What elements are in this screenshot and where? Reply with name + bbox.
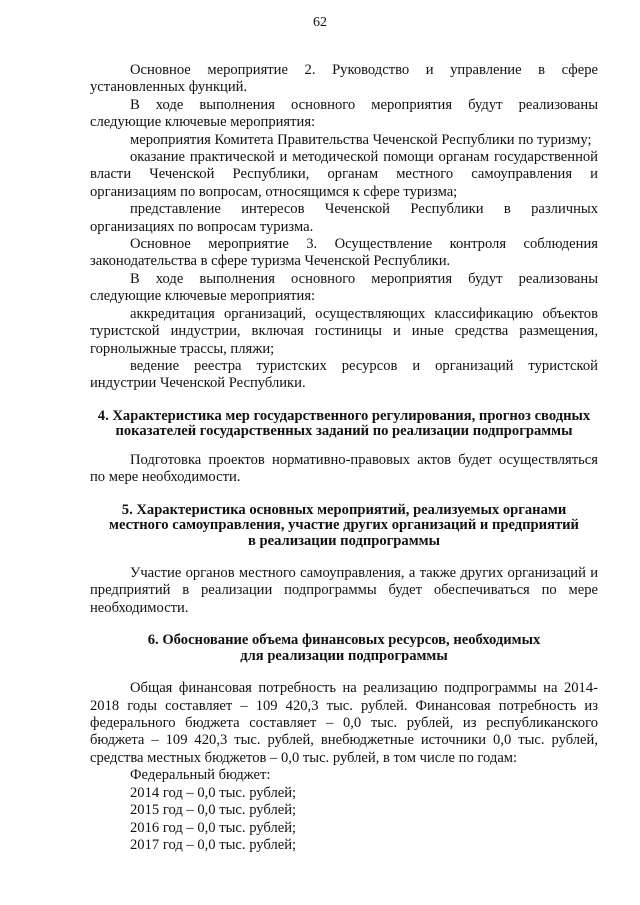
heading-line: в реализации подпрограммы [248,532,440,549]
section-5-text: Участие органов местного самоуправления, а также других организаций и предприятий в реализации подпрограммы будет обеспечиваться по мере необходимости. [90,565,598,616]
section-6-heading [90,633,598,664]
section-6-text: Общая финансовая потребность на реализацию подпрограммы на 2014-2018 годы составляет – 109 420,3 тыс. рублей. Финансовая потребность из федерального бюджета составляет – 0,0 тыс. рублей, из республиканского бюджета – 109 420,3 тыс. рублей, внебюджетные источники 0,0 тыс. рублей, средства местных бюджетов – 0,0 тыс. рублей, в том числе по годам: [90,680,598,766]
paragraph: ведение реестра туристских ресурсов и организаций туристской индустрии Чеченской Республики. [90,357,598,392]
heading-line: местного самоуправления, участие других организаций и предприятий [109,517,579,534]
section-4-heading [90,409,598,440]
year-line: 2014 год – 0,0 тыс. рублей; [130,784,297,801]
year-line: 2017 год – 0,0 тыс. рублей; [130,836,297,853]
paragraph: Основное мероприятие 2. Руководство и управление в сфере установленных функций. [90,62,598,96]
year-line: 2016 год – 0,0 тыс. рублей; [130,819,297,836]
section-5-heading [90,503,598,550]
paragraph: Основное мероприятие 3. Осуществление контроля соблюдения законодательства в сфере туризма Чеченской Республики. [90,236,598,270]
page-number: 62 [313,15,327,30]
paragraph: аккредитация организаций, осуществляющих классификацию объектов туристской индустрии, включая гостиницы и иные средства размещения, горнолыжные трассы, пляжи; [90,305,598,357]
heading-line: 5. Характеристика основных мероприятий, реализуемых органами [121,501,567,518]
paragraph: представление интересов Чеченской Республики в различных организациях по вопросам туризма. [90,201,598,235]
section-4-text: Подготовка проектов нормативно-правовых актов будет осуществляться по мере необходимости. [90,451,598,486]
paragraph: мероприятия Комитета Правительства Чеченской Республики по туризму; [130,131,592,148]
federal-budget-label: Федеральный бюджет: [130,767,271,784]
heading-line: показателей государственных заданий по реализации подпрограммы [115,423,573,440]
year-line: 2015 год – 0,0 тыс. рублей; [130,802,297,819]
heading-line: 6. Обоснование объема финансовых ресурсов, необходимых [147,632,541,649]
paragraph: В ходе выполнения основного мероприятия будут реализованы следующие ключевые мероприятия: [90,270,598,305]
paragraph: оказание практической и методической помощи органам государственной власти Чеченской Республики, органам местного самоуправления и организациям по вопросам, относящимся к сфере туризма; [90,149,598,200]
heading-line: 4. Характеристика мер государственного регулирования, прогноз сводных [97,407,591,424]
heading-line: для реализации подпрограммы [240,647,448,664]
document-body [90,62,598,854]
paragraph: В ходе выполнения основного мероприятия будут реализованы следующие ключевые мероприятия: [90,96,598,131]
